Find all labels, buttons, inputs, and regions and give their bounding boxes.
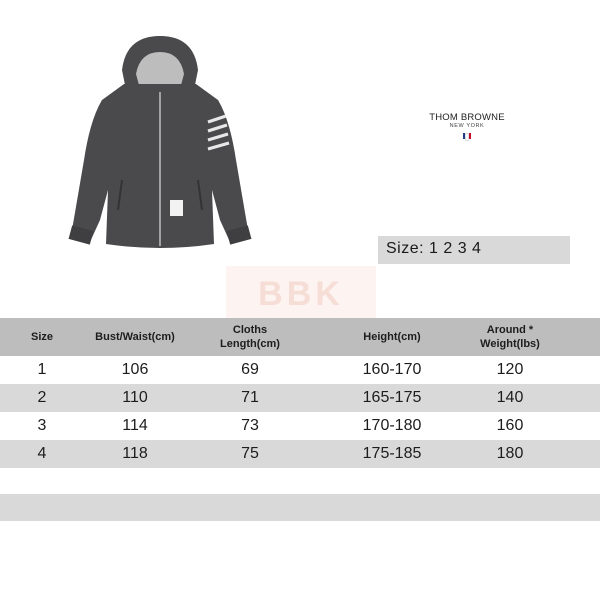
height-cell: 160-170 xyxy=(362,361,422,378)
length-cell: 71 xyxy=(241,389,259,406)
table-row xyxy=(0,412,600,440)
header-cell: Height(cm) xyxy=(363,331,421,343)
header-cell: Cloths Length(cm) xyxy=(220,324,280,350)
size-cell: 4 xyxy=(37,445,47,462)
bust-cell: 110 xyxy=(122,389,148,406)
empty-strip xyxy=(0,494,600,521)
size-label: Size: 1 2 3 4 xyxy=(386,240,482,257)
header-cell: Size xyxy=(30,331,53,343)
weight-cell: 120 xyxy=(496,361,524,378)
table-row xyxy=(0,440,600,468)
watermark: BBK xyxy=(226,266,376,322)
height-cell: 165-175 xyxy=(362,389,422,406)
product-image xyxy=(60,30,260,252)
length-cell: 73 xyxy=(241,417,259,434)
length-cell: 75 xyxy=(241,445,259,462)
weight-cell: 160 xyxy=(496,417,524,434)
weight-cell: 140 xyxy=(496,389,524,406)
bust-cell: 118 xyxy=(122,445,148,462)
bust-cell: 106 xyxy=(121,361,149,378)
height-cell: 170-180 xyxy=(362,417,422,434)
weight-cell: 180 xyxy=(496,445,524,462)
height-cell: 175-185 xyxy=(362,445,422,462)
size-cell: 1 xyxy=(37,361,47,378)
length-cell: 69 xyxy=(241,361,259,378)
header-cell: Bust/Waist(cm) xyxy=(95,331,175,343)
size-box xyxy=(378,236,570,264)
brand-name: THOM BROWNE xyxy=(429,112,505,123)
table-row xyxy=(0,384,600,412)
hoodie-icon xyxy=(60,30,260,252)
header-cell: Around * Weight(lbs) xyxy=(480,324,540,350)
size-cell: 2 xyxy=(37,389,47,406)
brand-sub: NEW YORK xyxy=(449,123,485,129)
table-row xyxy=(0,356,600,384)
bust-cell: 114 xyxy=(122,417,148,434)
size-table xyxy=(0,318,600,468)
size-cell: 3 xyxy=(37,417,47,434)
table-header xyxy=(0,318,600,356)
brand-logo xyxy=(420,112,514,141)
tricolor-flag-icon xyxy=(420,133,514,141)
